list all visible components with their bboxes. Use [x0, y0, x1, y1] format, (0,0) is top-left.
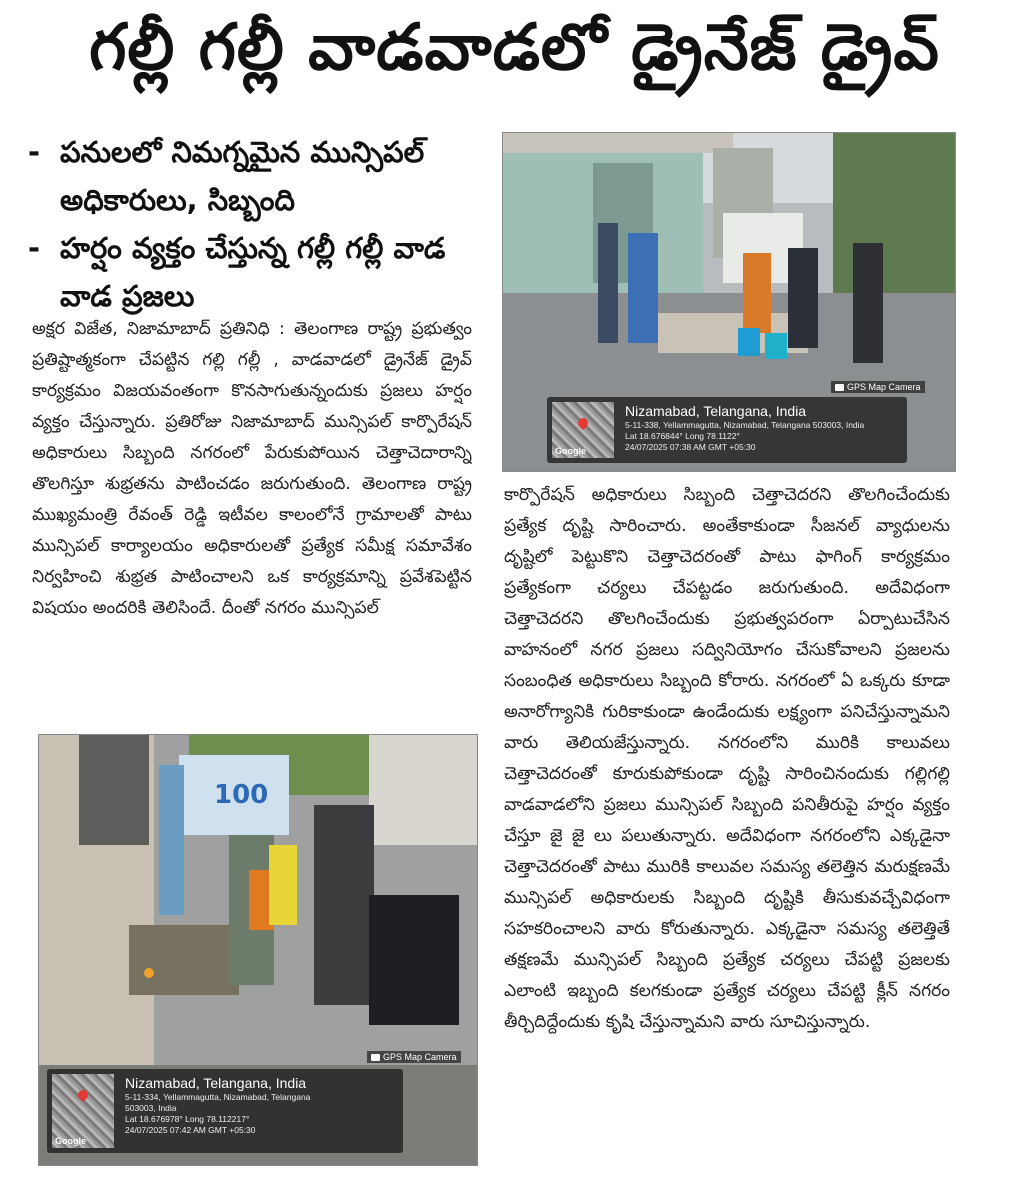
gps-camera-badge: GPS Map Camera — [367, 1051, 461, 1063]
banner-number: 100 — [214, 780, 269, 810]
subheading-dash: - — [28, 135, 41, 169]
article-right-column: కార్పొరేషన్ అధికారులు సిబ్బంది చెత్తాచెదరని తొలగించేందుకు ప్రత్యేక దృష్టి సారించారు. అంతేకాకుండా సీజనల్ వ్యాధులను దృష్టిలో పెట్టుకొని చెత్తాచెదరంతో పాటు ఫాగింగ్ కార్యక్రమం ప్రత్యేకంగా చర్యలు చేపట్టడం జరుగుతుంది. అదేవిధంగా చెత్తాచెదరని తొలగించేందుకు ప్రభుత్వపరంగా ఏర్పాటుచేసిన వాహనంలో నగర ప్రజలు సద్వినియోగం చేసుకోవాలని ప్రజలను సంబంధిత అధికారులు సిబ్బంది కోరారు. నగరంలో ఏ ఒక్కరు కూడా అనారోగ్యానికి గురికాకుండా ఉండేందుకు లక్ష్యంగా పనిచేస్తున్నామని వారు తెలియజేస్తున్నారు. నగరంలోని మురికి కాలువలు చెత్తాచెదరంతో కూరుకుపోకుండా దృష్టి సారించినందుకు గల్లిగల్లి వాడవాడలోని ప్రజలు మున్సిపల్ సిబ్బంది పనితీరుపై హర్షం వ్యక్తం చేస్తూ జై జై లు పలుతున్నారు. అదేవిధంగా నగరంలోని ఎక్కడైనా చెత్తాచెదరంతో పాటు మురికి కాలువల సమస్య తలెత్తిన మరుక్షణమే మున్సిపల్ అధికారులకు సిబ్బంది దృష్టికి తీసుకువచ్చేవిధంగా సహకరించాలని వారు కోరుతున్నారు. ఎక్కడైనా సమస్య తలెత్తితే తక్షణమే మున్సిపల్ సిబ్బంది ప్రత్యేక చర్యలు చేపట్టి ప్రజలకు ఎలాంటి ఇబ్బంది కలగకుండా ప్రత్యేక చర్యలు చేపట్టి క్లీన్ నగరం తీర్చిదిద్దేందుకు కృషి చేస్తున్నామని వారు సూచిస్తున్నారు. — [504, 485, 950, 1032]
gps-datetime: 24/07/2025 07:38 AM GMT +05:30 — [625, 442, 756, 452]
gps-overlay — [547, 397, 907, 463]
subheading-text: హర్షం వ్యక్తం చేస్తున్న గల్లీ గల్లీ వాడ వాడ ప్రజలు — [60, 231, 446, 313]
photo-drain-cleaning — [502, 132, 956, 472]
gps-address: 5-11-338, Yellammagutta, Nizamabad, Telangana 503003, India — [625, 420, 865, 430]
map-logo: Google — [555, 446, 586, 456]
photo-fogging — [38, 734, 478, 1166]
subheading-2 — [28, 224, 478, 320]
gps-address-line1: 5-11-334, Yellammagutta, Nizamabad, Telangana — [125, 1092, 311, 1102]
subheadings — [28, 128, 478, 320]
map-pin-icon — [76, 1088, 90, 1102]
gps-place: Nizamabad, Telangana, India — [125, 1075, 307, 1091]
subheading-dash: - — [28, 231, 41, 265]
gps-coords: Lat 18.676978° Long 78.112217° — [125, 1114, 250, 1124]
gps-coords: Lat 18.676844° Long 78.1122° — [625, 431, 740, 441]
camera-icon — [371, 1054, 380, 1061]
subheading-text: పనులలో నిమగ్నమైన మున్సిపల్ అధికారులు, సిబ్బంది — [60, 135, 425, 217]
gps-datetime: 24/07/2025 07:42 AM GMT +05:30 — [125, 1125, 256, 1135]
gps-place: Nizamabad, Telangana, India — [625, 403, 807, 419]
map-thumbnail-icon — [552, 402, 614, 458]
camera-icon — [835, 384, 844, 391]
gps-address-line2: 503003, India — [125, 1103, 177, 1113]
article-left-column: అక్షర విజేత, నిజామాబాద్ ప్రతినిధి : తెలంగాణ రాష్ట్ర ప్రభుత్వం ప్రతిష్టాత్మకంగా చేపట్టిన గల్లి గల్లీ , వాడవాడలో డ్రైనేజ్ డ్రైవ్ కార్యక్రమం విజయవంతంగా కొనసాగుతున్నందుకు ప్రజలు హర్షం వ్యక్తం చేస్తున్నారు. ప్రతిరోజు నిజామాబాద్ మున్సిపల్ కార్పొరేషన్ అధికారులు సిబ్బంది నగరంలో పేరుకుపోయిన చెత్తాచెదారాన్ని తొలగిస్తూ శుభ్రతను పాటించడం జరుగుతుంది. తెలంగాణ రాష్ట్ర ముఖ్యమంత్రి రేవంత్ రెడ్డి ఇటీవల కాలంలోనే గ్రామాలతో పాటు మున్సిపల్ కార్యాలయం అధికారులతో ప్రత్యేక సమీక్ష సమావేశం నిర్వహించి శుభ్రత పాటించాలని ఒక కార్యక్రమాన్ని ప్రవేశపెట్టిన విషయం అందరికి తెలిసిందే. దీంతో నగరం మున్సిపల్ — [32, 319, 472, 618]
gps-overlay — [47, 1069, 403, 1153]
map-thumbnail-icon — [52, 1074, 114, 1148]
gps-camera-badge: GPS Map Camera — [831, 381, 925, 393]
subheading-1 — [28, 128, 478, 224]
map-pin-icon — [576, 416, 590, 430]
map-logo: Google — [55, 1136, 86, 1146]
headline: గల్లీ గల్లీ వాడవాడలో డ్రైనేజ్ డ్రైవ్ — [89, 10, 940, 85]
